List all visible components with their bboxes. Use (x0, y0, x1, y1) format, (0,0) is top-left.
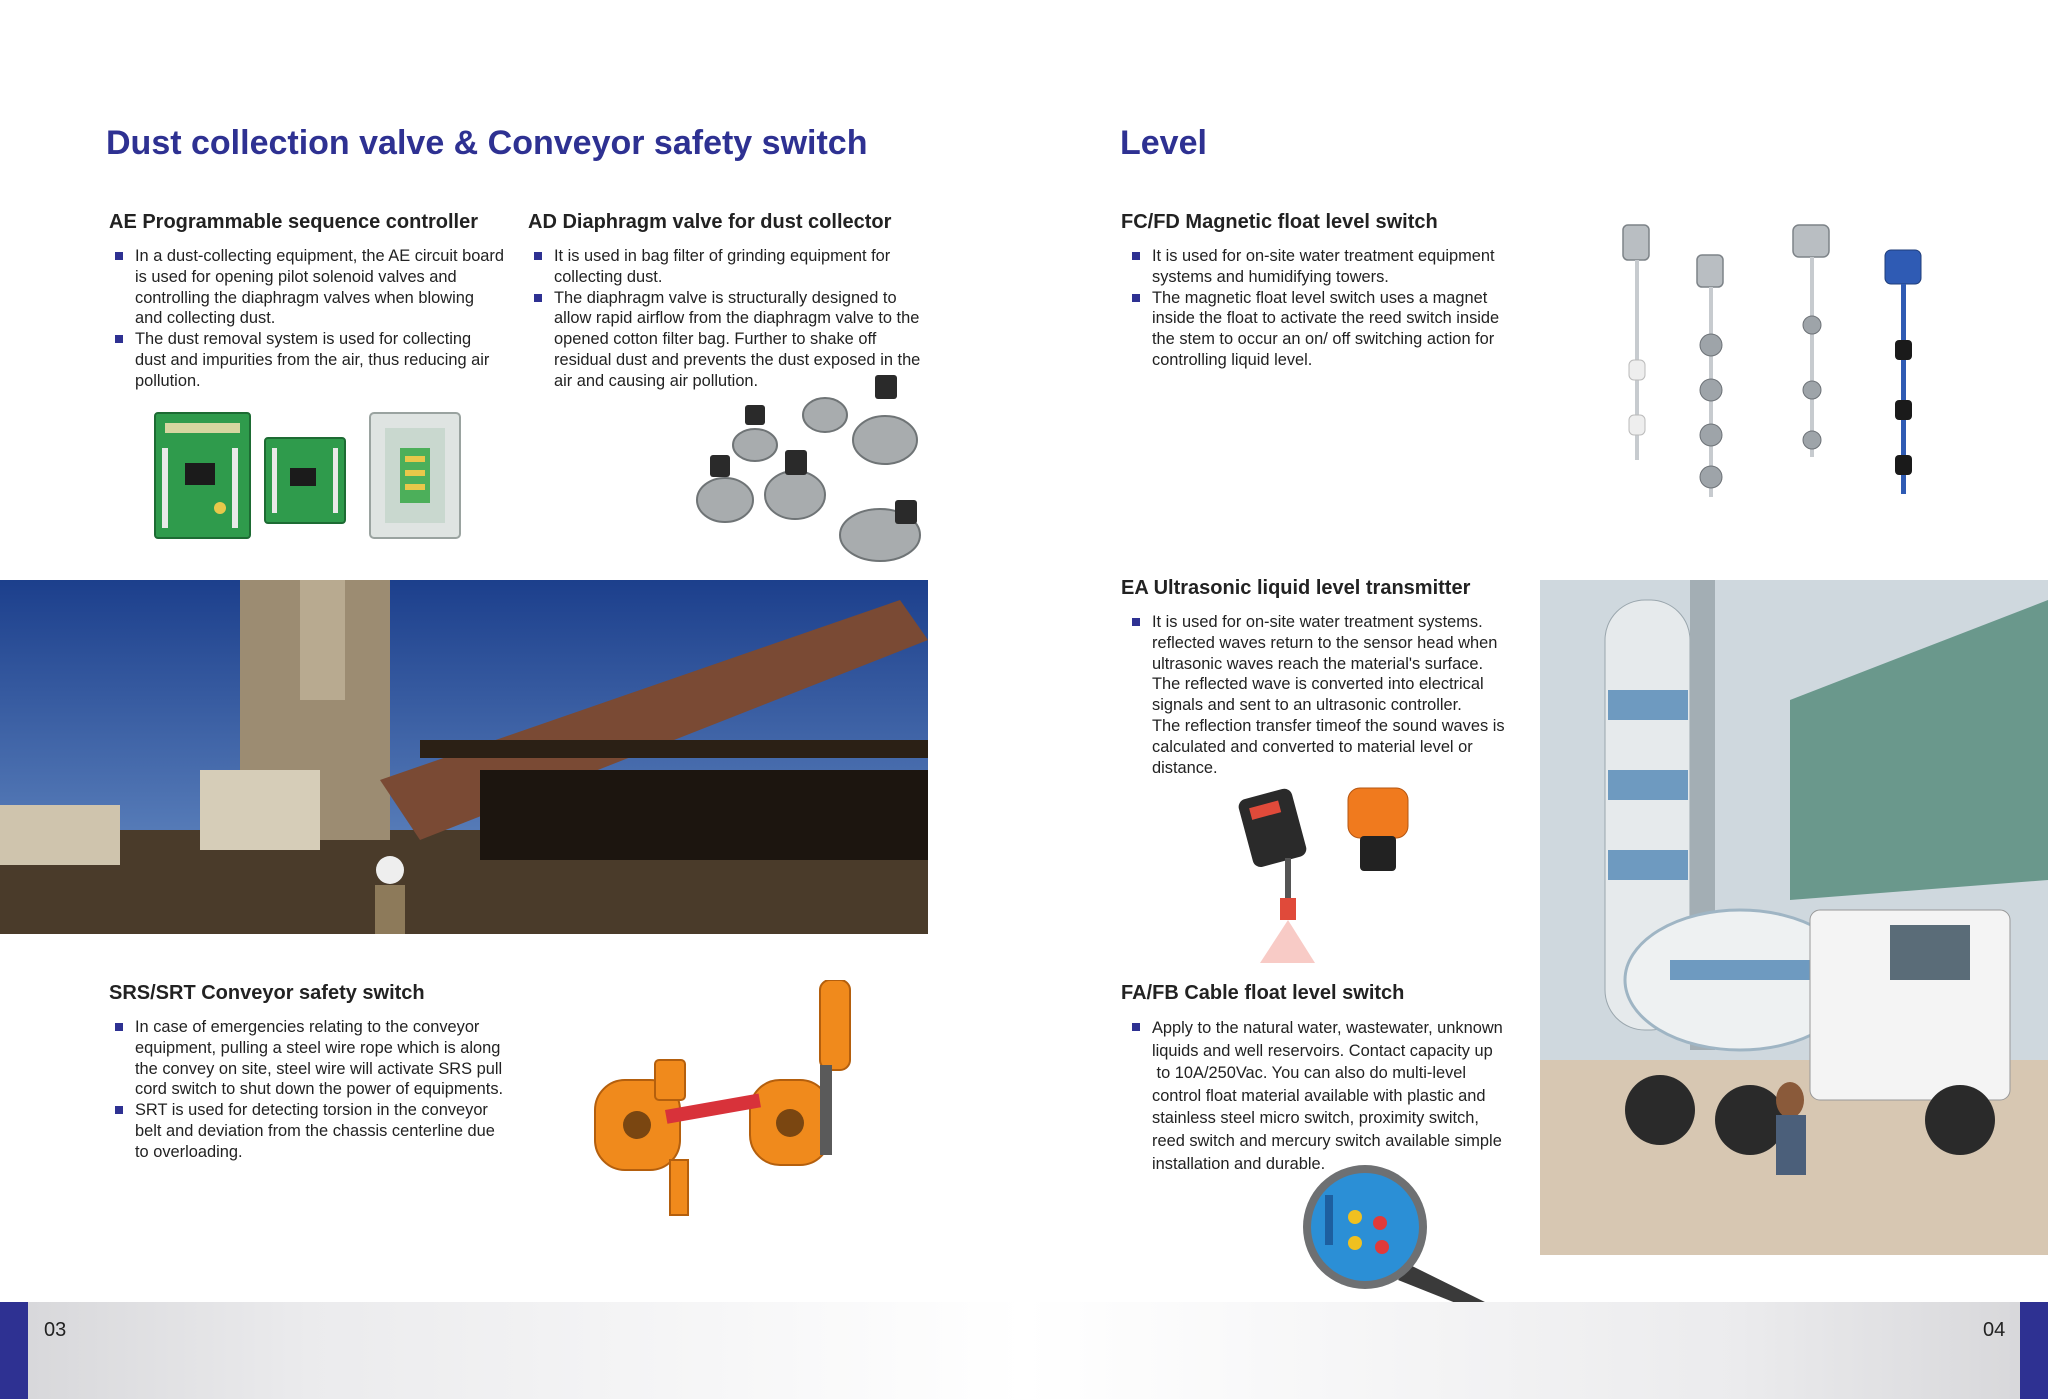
ae-circuit-boards-image (150, 408, 470, 543)
ae-heading: AE Programmable sequence controller (109, 211, 479, 233)
left-page-title: Dust collection valve & Conveyor safety switch (106, 124, 868, 162)
ea-line-4: The reflected wave is converted into electrical (1152, 675, 1484, 694)
ea-line-6: The reflection transfer timeof the sound waves is (1152, 716, 1505, 735)
fafb-line-6: reed switch and mercury switch available simple (1152, 1131, 1502, 1150)
cement-factory-photo (0, 580, 928, 934)
ae-bullet-list (109, 246, 504, 392)
magnetic-float-switches-image (1605, 215, 1955, 500)
left-footer-bar (0, 1302, 1024, 1399)
ea-heading: EA Ultrasonic liquid level transmitter (1121, 577, 1471, 599)
right-page-number: 04 (1983, 1319, 2006, 1341)
fafb-line-1: Apply to the natural water, wastewater, unknown (1152, 1019, 1503, 1037)
srs-bullet-1: In case of emergencies relating to the conveyor equipment, pulling a steel wire rope which is along the convey on site, steel wire will activate SRS pull cord switch to shut down the power of equipments. (109, 1017, 504, 1100)
ea-line-5: signals and sent to an ultrasonic controller. (1152, 696, 1462, 715)
conveyor-safety-switch-image (585, 980, 875, 1235)
ae-bullet-1: In a dust-collecting equipment, the AE circuit board is used for opening pilot solenoid valves and controlling the diaphragm valves when blowing and collecting dust. (109, 246, 504, 329)
fcfd-bullet-1: It is used for on-site water treatment equipment systems and humidifying towers. (1126, 246, 1526, 288)
fafb-bullet-1 (1126, 1017, 1546, 1175)
ea-bullet-1 (1126, 612, 1546, 778)
fcfd-heading: FC/FD Magnetic float level switch (1121, 211, 1438, 233)
right-footer-accent (2020, 1302, 2048, 1399)
srs-bullet-list (109, 1017, 504, 1163)
ad-bullet-2: The diaphragm valve is structurally designed to allow rapid airflow from the diaphragm valve to the opened cotton filter bag. Further to shake off residual dust and prevents the dust exposed in the air and causing air pollution. (528, 288, 928, 392)
srs-heading: SRS/SRT Conveyor safety switch (109, 982, 425, 1004)
right-footer-bar (1024, 1302, 2048, 1399)
ea-line-1: It is used for on-site water treatment systems. (1152, 613, 1483, 631)
left-page-number: 03 (44, 1319, 67, 1341)
ae-bullet-2: The dust removal system is used for collecting dust and impurities from the air, thus reducing air pollution. (109, 329, 504, 391)
ad-heading: AD Diaphragm valve for dust collector (528, 211, 892, 233)
fafb-heading: FA/FB Cable float level switch (1121, 982, 1405, 1004)
ad-diaphragm-valves-image (685, 365, 930, 570)
fafb-bullet-list (1126, 1017, 1546, 1175)
ea-line-8: distance. (1152, 758, 1218, 777)
ea-line-2: reflected waves return to the sensor head when (1152, 633, 1498, 652)
ea-bullet-list (1126, 612, 1546, 778)
fcfd-bullet-list (1126, 246, 1526, 371)
ea-line-3: ultrasonic waves reach the material's surface. (1152, 654, 1484, 673)
left-footer-accent (0, 1302, 28, 1399)
fafb-line-3: to 10A/250Vac. You can also do multi-level (1152, 1064, 1467, 1083)
srs-bullet-2: SRT is used for detecting torsion in the conveyor belt and deviation from the chassis centerline due to overloading. (109, 1100, 504, 1162)
fafb-line-4: control float material available with plastic and (1152, 1086, 1486, 1105)
fcfd-bullet-2: The magnetic float level switch uses a magnet inside the float to activate the reed switch inside the stem to occur an on/ off switching action for controlling liquid level. (1126, 288, 1526, 371)
fafb-line-2: liquids and well reservoirs. Contact capacity up (1152, 1041, 1493, 1060)
ea-line-7: calculated and converted to material level or (1152, 737, 1473, 756)
ultrasonic-transmitter-image (1225, 778, 1435, 963)
right-page-title: Level (1120, 124, 1207, 162)
ad-bullet-1: It is used in bag filter of grinding equipment for collecting dust. (528, 246, 928, 288)
cable-float-switch-image (1290, 1155, 1505, 1315)
fafb-line-5: stainless steel micro switch, proximity switch, (1152, 1109, 1479, 1128)
concrete-mixer-truck-photo (1540, 580, 2048, 1255)
fafb-line-7: installation and durable. (1152, 1154, 1326, 1173)
